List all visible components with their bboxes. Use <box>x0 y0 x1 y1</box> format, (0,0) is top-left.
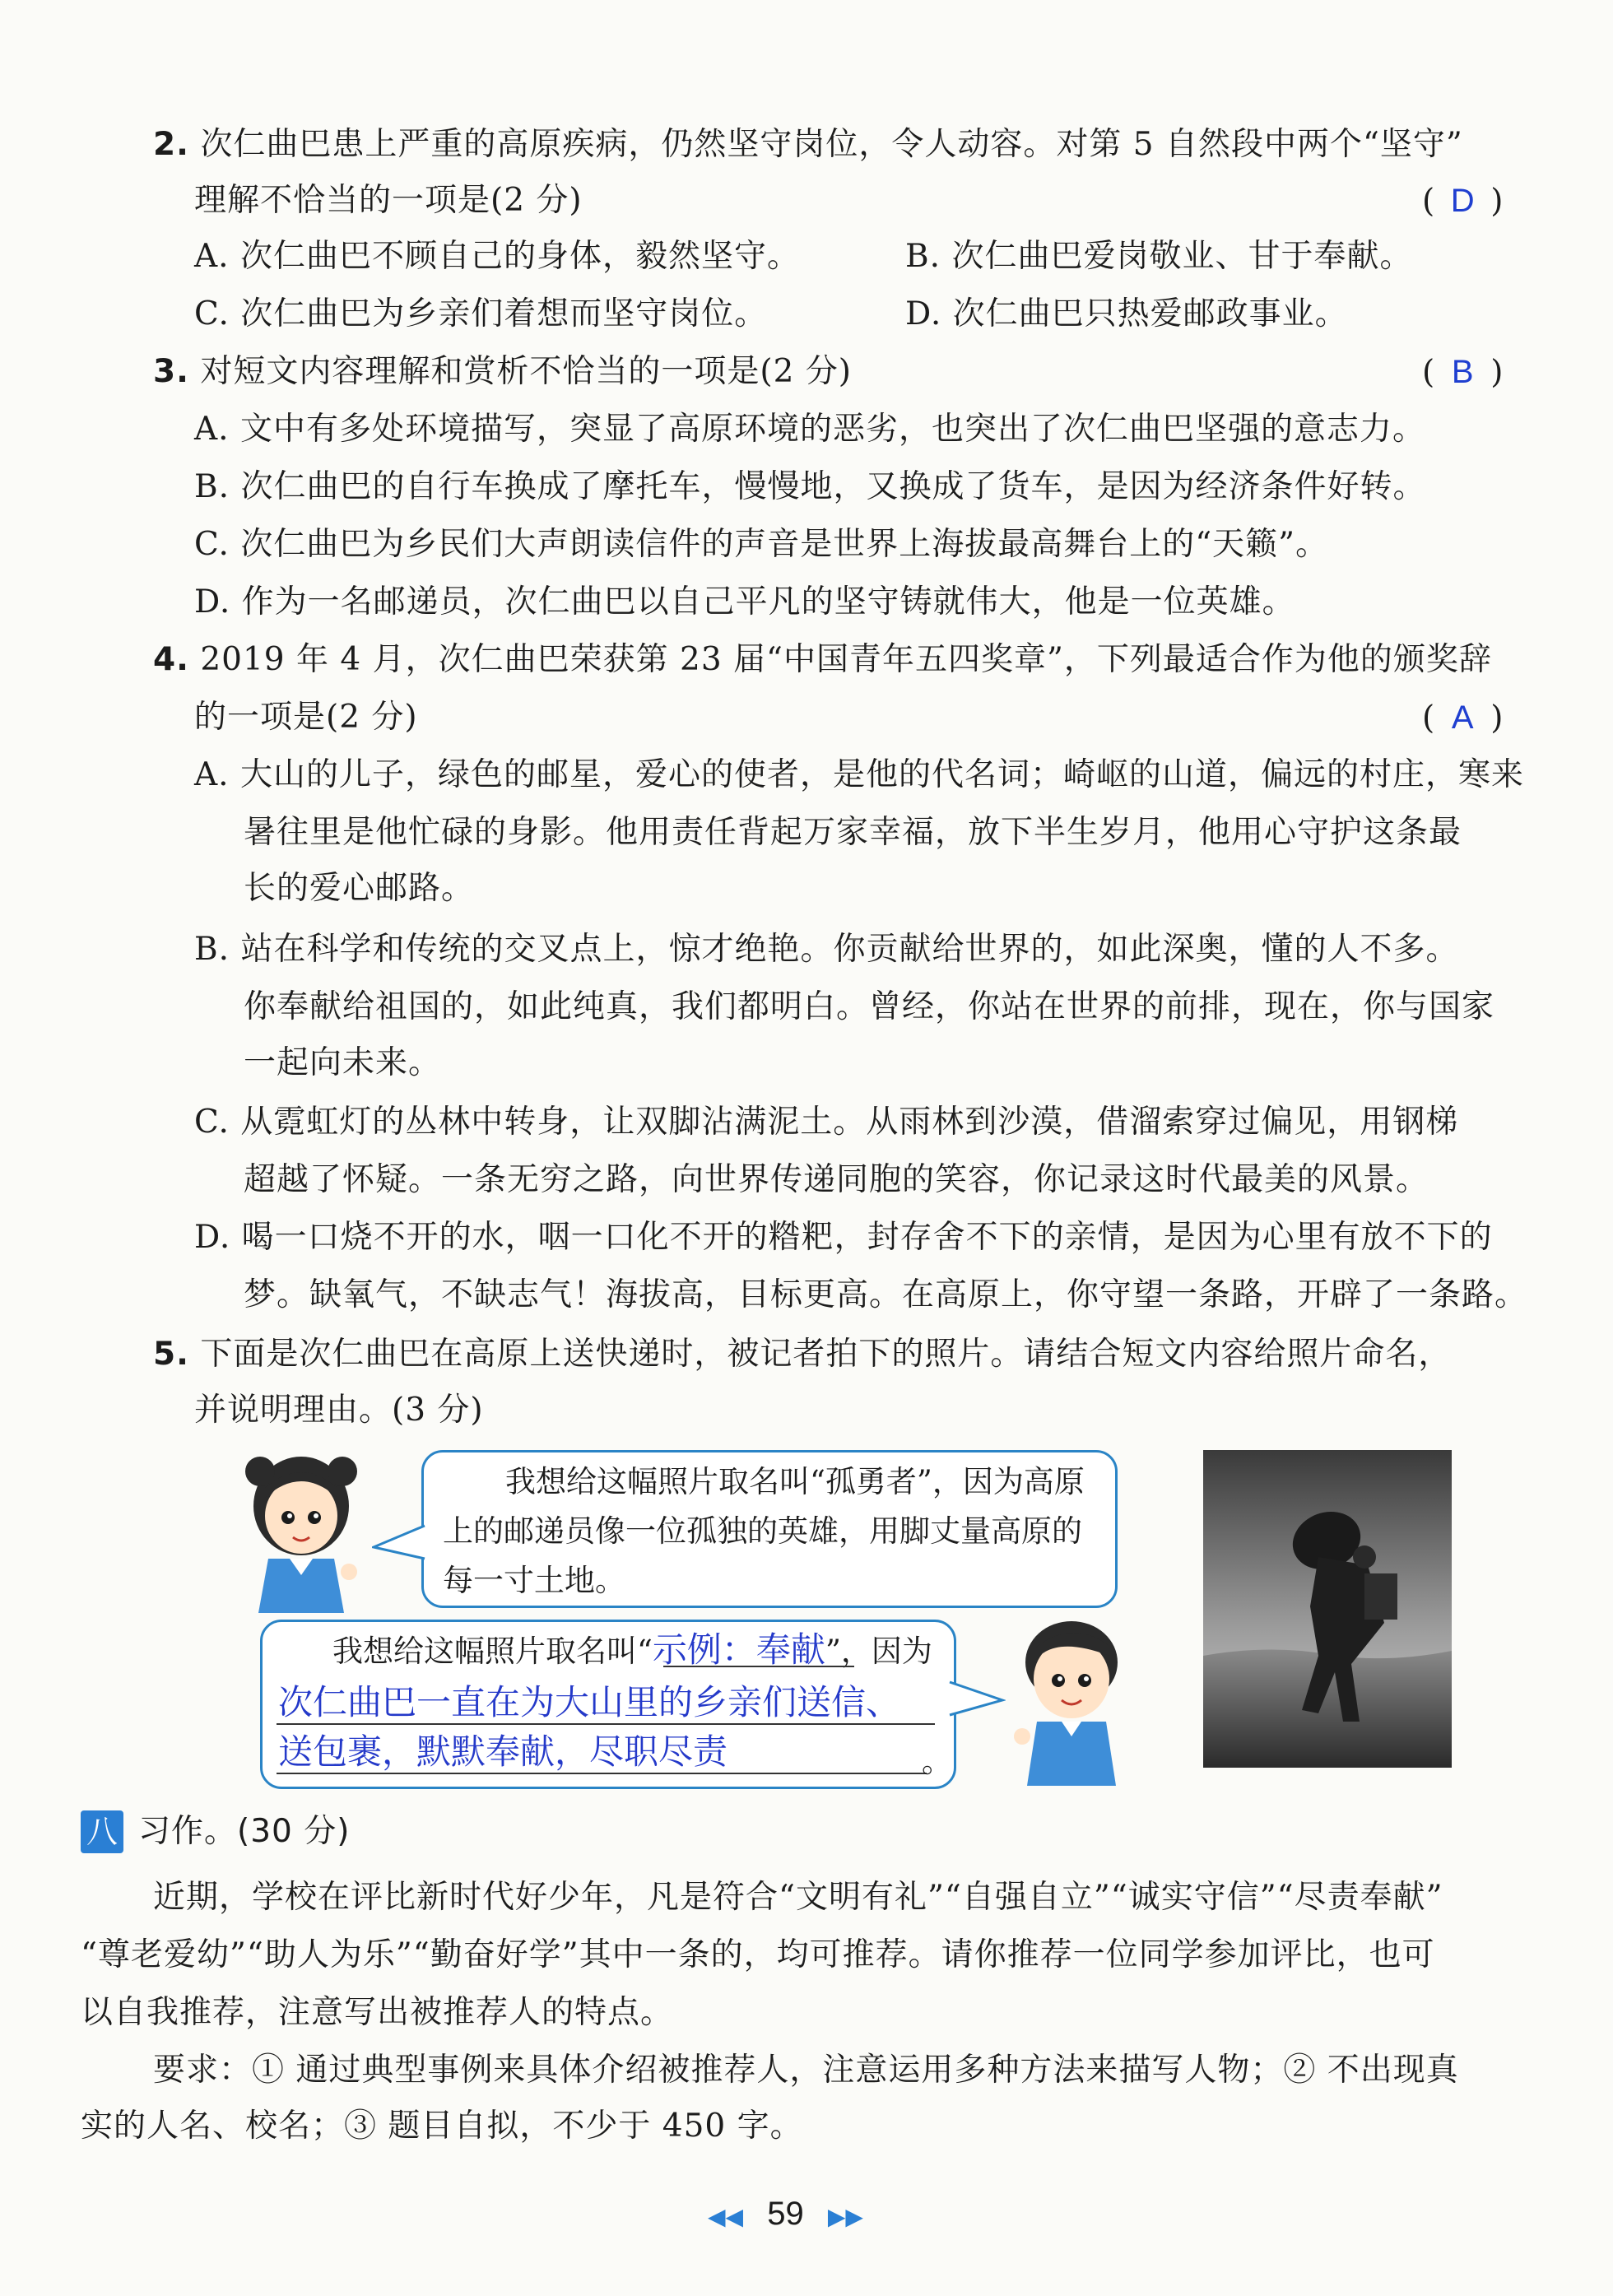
section-badge: 八 <box>81 1810 123 1853</box>
q4-stem-text: 2019 年 4 月，次仁曲巴荣获第 23 届“中国青年五四奖章”，下列最适合作为他的颁奖辞 <box>200 641 1492 678</box>
girl-illustration <box>235 1448 367 1613</box>
q2-answer-bracket: ( D ) <box>1422 179 1503 223</box>
essay-para1-line1: 近期，学校在评比新时代好少年，凡是符合“文明有礼”“自强自立”“诚实守信”“尽责奉献” <box>153 1879 1443 1916</box>
bubble2-blank-underline-3 <box>277 1773 927 1774</box>
q2-stem-text: 次仁曲巴患上严重的高原疾病，仍然坚守岗位，令人动容。对第 5 自然段中两个“坚守” <box>200 126 1463 163</box>
bubble1-line3: 每一寸土地。 <box>443 1563 625 1598</box>
essay-para2-line1: 要求：① 通过典型事例来具体介绍被推荐人，注意运用多种方法来描写人物；② 不出现真 <box>153 2052 1459 2089</box>
boy-illustration <box>1004 1613 1136 1786</box>
bubble2-end: 。 <box>922 1744 952 1779</box>
bubble2-suffix: ”，因为 <box>825 1634 932 1669</box>
bubble2-tail <box>948 1679 1006 1720</box>
q3-stem-text: 对短文内容理解和赏析不恰当的一项是(2 分) <box>200 353 853 390</box>
q4-option-a-line2: 暑往里是他忙碌的身影。他用责任背起万家幸福，放下半生岁月，他用心守护这条最 <box>244 814 1462 851</box>
next-arrows-icon: ▶▶ <box>827 2204 863 2229</box>
bubble1-line1: 我想给这幅照片取名叫“孤勇者”，因为高原 <box>505 1464 1085 1499</box>
q2-option-a: A. 次仁曲巴不顾自己的身体，毅然坚守。 <box>194 238 800 275</box>
mail-carrier-photo <box>1203 1450 1452 1768</box>
q4-option-a-line3: 长的爱心邮路。 <box>244 870 475 907</box>
prev-arrows-icon: ◀◀ <box>708 2204 744 2229</box>
q5-stem-line2: 并说明理由。(3 分) <box>194 1392 484 1429</box>
q2-option-d: D. 次仁曲巴只热爱邮政事业。 <box>905 295 1348 332</box>
q3-number: 3. <box>153 353 189 390</box>
bubble2-blank-underline-2 <box>277 1723 935 1725</box>
q2-answer: D <box>1450 183 1475 219</box>
q2-option-c: C. 次仁曲巴为乡亲们着想而坚守岗位。 <box>194 295 768 332</box>
q4-option-d-line2: 梦。缺氧气，不缺志气！海拔高，目标更高。在高原上，你守望一条路，开辟了一条路。 <box>244 1276 1528 1313</box>
bubble2-answer-line2: 送包裹，默默奉献，尽职尽责 <box>278 1731 728 1772</box>
bubble2-blank-underline-1 <box>663 1666 854 1667</box>
q3-answer: B <box>1451 354 1474 390</box>
q5-stem-line1 <box>153 1333 1451 1376</box>
bubble2-prefix: 我想给这幅照片取名叫“ <box>332 1634 653 1669</box>
essay-para1-line2: “尊老爱幼”“助人为乐”“勤奋好学”其中一条的，均可推荐。请你推荐一位同学参加评比，也可 <box>81 1936 1435 1973</box>
q2-stem-line2: 理解不恰当的一项是(2 分) <box>194 182 583 219</box>
q4-option-d-line1: D. 喝一口烧不开的水，咽一口化不开的糌粑，封存舍不下的亲情，是因为心里有放不下的 <box>194 1219 1493 1256</box>
q5-stem-text: 下面是次仁曲巴在高原上送快递时，被记者拍下的照片。请结合短文内容给照片命名， <box>200 1336 1452 1373</box>
q4-option-b-line3: 一起向未来。 <box>244 1044 442 1081</box>
q2-option-b: B. 次仁曲巴爱岗敬业、甘于奉献。 <box>905 238 1413 275</box>
q5-number: 5. <box>153 1336 189 1373</box>
q4-option-b-line2: 你奉献给祖国的，如此纯真，我们都明白。曾经，你站在世界的前排，现在，你与国家 <box>244 988 1495 1025</box>
essay-para1-line3: 以自我推荐，注意写出被推荐人的特点。 <box>81 1994 674 2031</box>
bubble1-tail <box>372 1522 426 1564</box>
q4-number: 4. <box>153 641 189 678</box>
q3-option-d: D. 作为一名邮递员，次仁曲巴以自己平凡的坚守铸就伟大，他是一位英雄。 <box>194 583 1295 620</box>
q4-option-c-line1: C. 从霓虹灯的丛林中转身，让双脚沾满泥土。从雨林到沙漠，借溜索穿过偏见，用钢梯 <box>194 1104 1459 1141</box>
q2-stem-line1 <box>153 123 1463 166</box>
q4-option-b-line1: B. 站在科学和传统的交叉点上，惊才绝艳。你贡献给世界的，如此深奥，懂的人不多。 <box>194 931 1459 968</box>
q2-number: 2. <box>153 126 189 163</box>
q4-answer-bracket: ( A ) <box>1422 696 1503 740</box>
q3-stem <box>153 351 852 393</box>
page-footer <box>708 2196 863 2233</box>
q3-option-a: A. 文中有多处环境描写，突显了高原环境的恶劣，也突出了次仁曲巴坚强的意志力。 <box>194 411 1425 448</box>
q4-option-a-line1: A. 大山的儿子，绿色的邮星，爱心的使者，是他的代名词；崎岖的山道，偏远的村庄，寒来 <box>194 756 1524 793</box>
bubble2-answer-line1: 次仁曲巴一直在为大山里的乡亲们送信、 <box>278 1682 901 1722</box>
page-number: 59 <box>767 2196 804 2232</box>
q4-answer: A <box>1451 699 1474 736</box>
essay-para2-line2: 实的人名、校名；③ 题目自拟，不少于 450 字。 <box>81 2108 803 2145</box>
q4-stem-line1 <box>153 639 1492 681</box>
q4-option-c-line2: 超越了怀疑。一条无穷之路，向世界传递同胞的笑容，你记录这时代最美的风景。 <box>244 1161 1429 1198</box>
q3-answer-bracket: ( B ) <box>1422 351 1503 394</box>
q3-option-c: C. 次仁曲巴为乡民们大声朗读信件的声音是世界上海拔最高舞台上的“天籁”。 <box>194 526 1329 563</box>
q3-option-b: B. 次仁曲巴的自行车换成了摩托车，慢慢地，又换成了货车，是因为经济条件好转。 <box>194 468 1426 505</box>
bubble1-line2: 上的邮递员像一位孤独的英雄，用脚丈量高原的 <box>443 1513 1082 1549</box>
bubble2-answer-name: 示例：奉献 <box>652 1629 825 1670</box>
q4-stem-line2: 的一项是(2 分) <box>194 699 418 736</box>
section-title: 习作。(30 分) <box>138 1813 351 1850</box>
bubble2-line1 <box>332 1624 932 1677</box>
